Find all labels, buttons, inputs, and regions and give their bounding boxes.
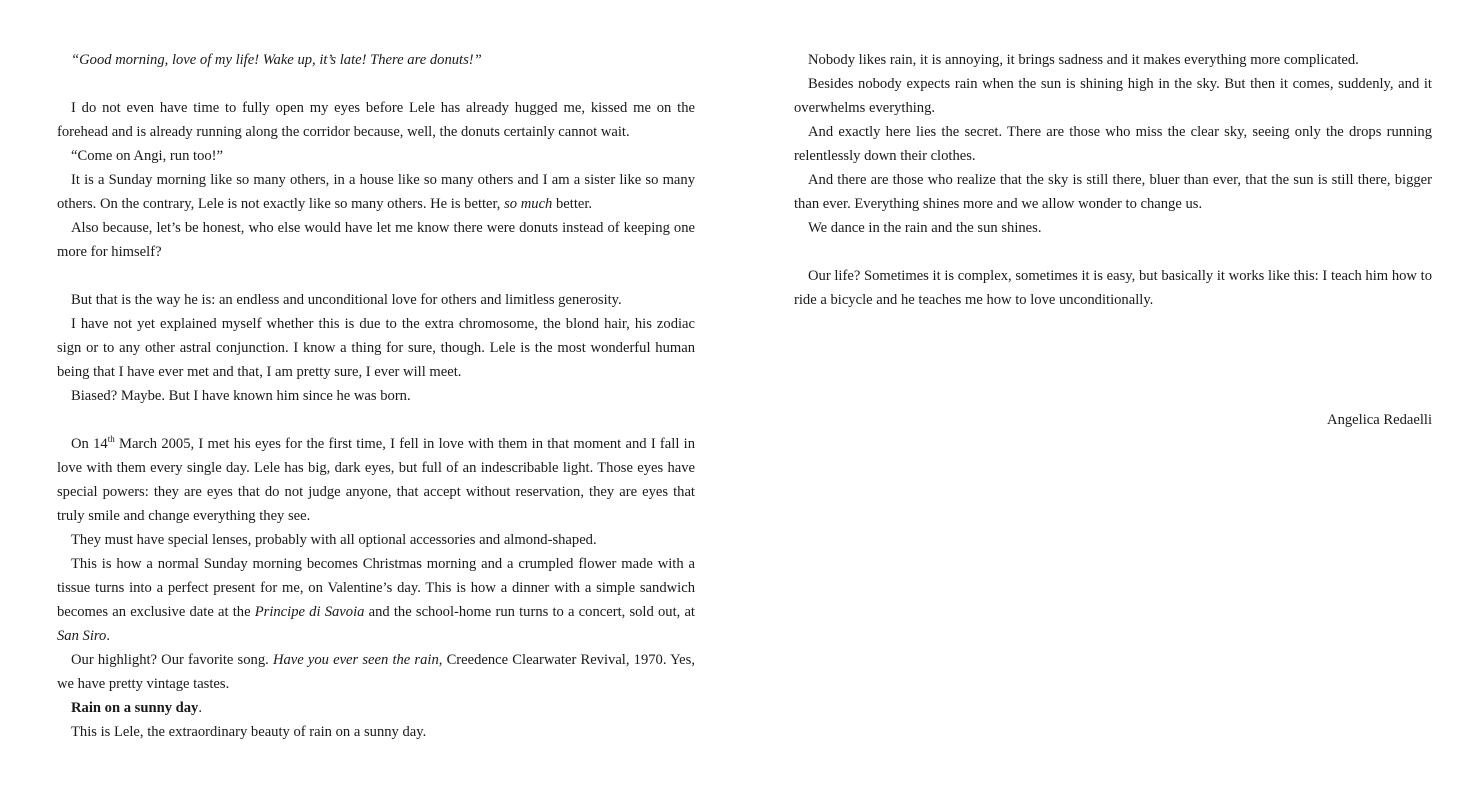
paragraph: “Come on Angi, run too!” [71, 148, 223, 164]
paragraph [57, 552, 695, 648]
opening-quote [57, 48, 695, 72]
author-signature: Angelica Redaelli [1327, 412, 1432, 428]
text-run: . [198, 700, 203, 716]
paragraph: I do not even have time to fully open my eyes before Lele has already hugged me, kissed me on the forehead and is already running along the corridor because, well, the donuts certainly cannot wait. [57, 100, 695, 140]
paragraph [57, 648, 695, 696]
text-run: Our highlight? Our favorite song. [71, 652, 273, 668]
opening-quote-text: “Good morning, love of my life! Wake up, it’s late! There are donuts!” [71, 52, 482, 68]
text-run: It is a Sunday morning like so many others, in a house like so many others and I am a sister like so many others. On the contrary, Lele is not exactly like so many others. He is better, [57, 172, 695, 212]
song-title: Have you ever seen the rain [272, 652, 439, 668]
paragraph: We dance in the rain and the sun shines. [808, 220, 1042, 236]
text-run: , Creedence Clearwater Revival, 1970. Yes, we have pretty vintage tastes. [57, 652, 695, 692]
right-page [794, 48, 1432, 432]
paragraph-gap [57, 72, 695, 96]
paragraph: Our life? Sometimes it is complex, sometimes it is easy, but basically it works like this: I teach him how to ride a bicycle and he teaches me how to love unconditionally. [794, 268, 1432, 308]
left-page [57, 48, 695, 744]
emphasis-text: so much [504, 196, 553, 212]
text-run: March 2005, I met his eyes for the first time, I fell in love with them in that moment and I fall in love with them every single day. Lele has big, dark eyes, but full of an indescribable light. Those eyes have special powers: they are eyes that do not judge anyone, that accept without reservation, they are eyes that truly smile and change everything they see. [57, 436, 695, 524]
ordinal-superscript: th [107, 434, 115, 445]
text-run: . [106, 628, 110, 644]
text-run: This is how a normal Sunday morning becomes Christmas morning and a crumpled flower made with a tissue turns into a perfect present for me, on Valentine’s day. This is how a dinner with a simple sandwich becomes an exclusive date at the [57, 556, 695, 620]
text-run: On 14 [71, 436, 108, 452]
paragraph: Biased? Maybe. But I have known him since he was born. [71, 388, 411, 404]
paragraph: Nobody likes rain, it is annoying, it brings sadness and it makes everything more complicated. [808, 52, 1359, 68]
paragraph-gap [794, 240, 1432, 264]
paragraph: This is Lele, the extraordinary beauty of rain on a sunny day. [71, 724, 427, 740]
paragraph-gap [57, 264, 695, 288]
paragraph: And there are those who realize that the sky is still there, bluer than ever, that the sun is still there, bigger than ever. Everything shines more and we allow wonder to change us. [794, 172, 1432, 212]
paragraph: I have not yet explained myself whether this is due to the extra chromosome, the blond hair, his zodiac sign or to any other astral conjunction. I know a thing for sure, though. Lele is the most wonderful human being that I have ever met and that, I am pretty sure, I ever will meet. [57, 316, 695, 380]
paragraph: They must have special lenses, probably with all optional accessories and almond-shaped. [71, 532, 597, 548]
paragraph: Also because, let’s be honest, who else would have let me know there were donuts instead of keeping one more for himself? [57, 220, 695, 260]
bold-phrase: Rain on a sunny day [71, 700, 199, 716]
paragraph-gap [57, 408, 695, 432]
text-run: and the school-home run turns to a concert, sold out, at [364, 604, 695, 620]
text-run: better. [552, 196, 593, 212]
paragraph [57, 432, 695, 528]
paragraph: But that is the way he is: an endless and unconditional love for others and limitless generosity. [71, 292, 622, 308]
paragraph [57, 696, 695, 720]
emphasis-text: San Siro [57, 628, 107, 644]
emphasis-text: Principe di Savoia [254, 604, 365, 620]
paragraph [57, 168, 695, 216]
paragraph: Besides nobody expects rain when the sun is shining high in the sky. But then it comes, suddenly, and it overwhelms everything. [794, 76, 1432, 116]
paragraph: And exactly here lies the secret. There are those who miss the clear sky, seeing only the drops running relentlessly down their clothes. [794, 124, 1432, 164]
